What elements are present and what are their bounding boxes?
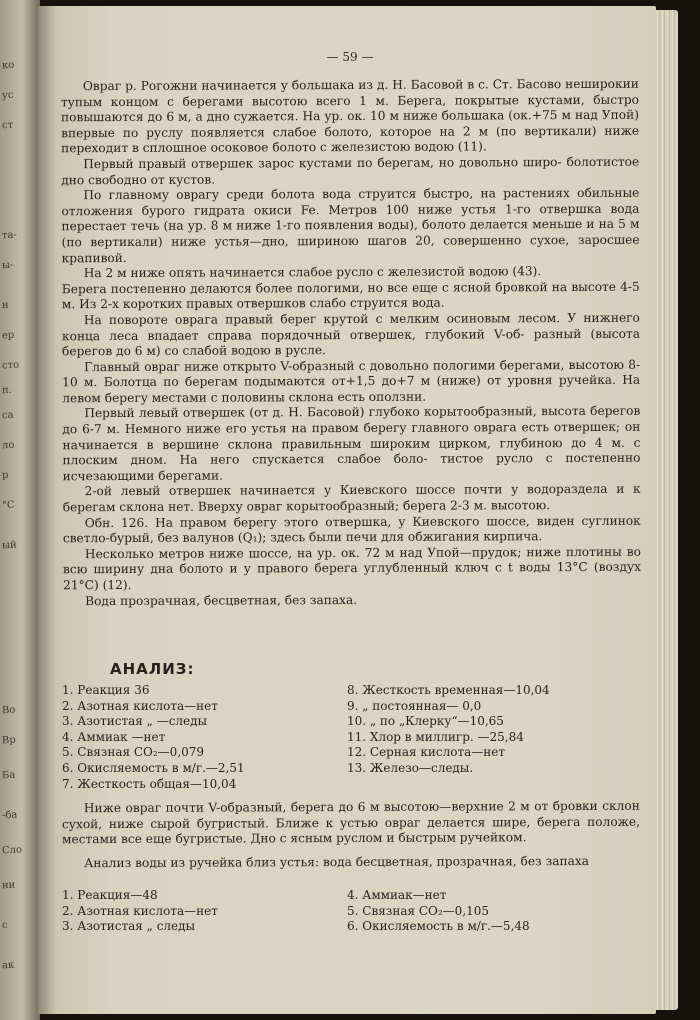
body-text-bottom	[62, 799, 640, 872]
left-page-fragment: ый	[1, 539, 17, 552]
paragraph: Главный овраг ниже открыто V-образный с довольно пологими берегами, высотою 8-10 м. Болотца по берегам подымаются от+1,5 до+7 м (ниже) от уровня ручейка. На левом берегу местами с половины склона есть оползни.	[62, 357, 641, 406]
left-page-fragment: н	[1, 299, 9, 312]
paragraph: Овраг р. Рогожни начинается у большака из д. Н. Басовой в с. Ст. Басово неширокии тупым концом с берегами высотою всего 1 м. Берега, покрытые кустами, быстро повышаются до 6 м, а дно сужается. На ур. ок. 10 м ниже большака (ок.+75 м над Упой) впервые по руслу появляется слабое болото, которое на 2 м (по вертикали) ниже переходит в сплошное осоковое болото с железистою водою (11).	[60, 76, 640, 156]
analysis-column-right	[347, 683, 622, 792]
left-page-fragment: ко	[1, 59, 15, 72]
analysis-item: 1. Реакция 36	[62, 683, 150, 697]
paragraph: По главному оврагу среди болота вода струится быстро, на растениях обильные отложения бурого гидрата окиси Fe. Метров 100 ниже устья 1-го отвершка вода перестает течь (на ур. 8 м ниже 1-го появления воды), болото делается меньше и на 5 м (по вертикали) ниже устья—дно, шириною шагов 20, совершенно сухое, заросшее крапивой.	[61, 185, 640, 265]
analysis-column-left	[62, 683, 337, 792]
left-page-fragment: ст	[1, 119, 14, 132]
analysis-heading: АНАЛИЗ:	[110, 660, 195, 678]
analysis-item: 4. Аммиак—нет	[347, 888, 447, 902]
analysis2-column-left	[62, 888, 337, 935]
analysis-item: 3. Азотистая „ следы	[62, 919, 196, 934]
left-page-fragment: Ба	[1, 769, 16, 782]
left-page-fragment: -ба	[1, 809, 18, 822]
left-page-fragment: ло	[1, 439, 15, 452]
left-page-fragment: ы-	[1, 259, 14, 272]
analysis-item: 7. Жесткость общая—10,04	[62, 776, 237, 791]
analysis-item: 1. Реакция—48	[62, 888, 158, 902]
paragraph: Первый правый отвершек зарос кустами по берегам, но довольно широ- болотистое дно свободно от кустов.	[61, 154, 640, 187]
analysis-item: 11. Хлор в миллигр. —25,84	[347, 729, 524, 744]
analysis-item: 4. Аммиак —нет	[62, 729, 166, 744]
paragraph: На повороте оврага правый берег крутой с мелким осиновым лесом. У нижнего конца леса впадает справа порядочный отвершек, глубокий V-об- разный (высота берегов до 6 м) со слабой водою в русле.	[61, 310, 640, 359]
analysis-item: 6. Окисляемость в м/г.—5,48	[347, 919, 530, 934]
left-page-fragment: Вр	[1, 734, 17, 747]
left-page-fragment: Сло	[1, 844, 23, 857]
left-page-fragment: сто	[1, 359, 20, 372]
analysis-item: 8. Жесткость временная—10,04	[347, 683, 550, 697]
left-page-edge	[0, 0, 40, 1020]
analysis-item: 2. Азотная кислота—нет	[62, 698, 218, 713]
left-page-fragment: са	[1, 409, 14, 422]
analysis-table	[62, 683, 622, 792]
analysis-table-2	[62, 888, 622, 935]
analysis-item: 3. Азотистая „ —следы	[62, 714, 208, 729]
left-page-fragment: ус	[1, 89, 14, 102]
left-page-fragment: с	[1, 919, 8, 932]
left-page-fragment: та-	[1, 229, 18, 242]
analysis-item: 12. Серная кислота—нет	[347, 745, 505, 760]
left-page-fragment: ак	[1, 959, 15, 972]
body-text-top	[61, 77, 641, 610]
analysis-item: 9. „ постоянная— 0,0	[347, 698, 482, 713]
paragraph: Первый левый отвершек (от д. Н. Басовой) глубоко корытообразный, высота берегов до 6-7 м. Немного ниже его устья на правом берегу главного оврага есть отвершек; он начинается в вершине склона правильным широким цирком, глубиною до 4 м. с плоским дном. На него спускается слабое боло- тистое русло с постепенно исчезающими берегами.	[62, 404, 641, 484]
left-page-fragment: Во	[1, 704, 16, 717]
left-page-fragment: ни	[1, 879, 16, 892]
left-page-fragment: °C	[1, 499, 15, 512]
page-number: — 59 —	[326, 50, 374, 64]
analysis-item: 5. Связная CO₂—0,105	[347, 903, 490, 918]
paragraph: Обн. 126. На правом берегу этого отвершка, у Киевского шоссе, виден суглинок светло-бурый, без валунов (Q₁); здесь были печи для обжигания кирпича.	[62, 513, 641, 546]
left-page-fragment: р	[1, 469, 9, 482]
analysis-item: 13. Железо—следы.	[347, 760, 474, 775]
paragraph: 2-ой левый отвершек начинается у Киевского шоссе почти у водораздела и к берегам склона нет. Вверху овраг корытообразный; берега 2-3 м. высотою.	[62, 482, 641, 515]
left-page-fragment: п.	[1, 384, 13, 397]
analysis-item: 6. Окисляемость в м/г.—2,51	[62, 760, 245, 775]
paragraph: Берега постепенно делаются более пологими, но все еще с ясной бровкой на высоте 4-5 м. Из 2-х коротких правых отвершков слабо струится вода.	[61, 279, 640, 312]
page-stack-edges	[656, 10, 678, 1010]
analysis2-column-right	[347, 888, 622, 935]
left-page-fragment: ер	[1, 329, 15, 342]
analysis-item: 2. Азотная кислота—нет	[62, 903, 218, 918]
paragraph: Анализ воды из ручейка близ устья: вода бесцветная, прозрачная, без запаха	[84, 853, 590, 870]
paragraph: Ниже овраг почти V-образный, берега до 6 м высотою—верхние 2 м от бровки склон сухой, ниже сырой бугристый. Ближе к устью овраг делается шире, берега положе, местами все еще бугристые. Дно с ясным руслом и быстрым ручейком.	[61, 798, 640, 847]
analysis-item: 5. Связная CO₂—0,079	[62, 745, 205, 760]
analysis-item: 10. „ по „Клерку“—10,65	[347, 714, 504, 729]
paragraph: Несколько метров ниже шоссе, на ур. ок. 72 м над Упой—прудок; ниже плотины во всю ширину дна болото и у правого берега углубленный ключ с t воды 13°C (воздух 21°C) (12).	[62, 544, 642, 593]
paragraph: Вода прозрачная, бесцветная, без запаха.	[85, 592, 358, 608]
paragraph: На 2 м ниже опять начинается слабое русло с железистой водою (43).	[83, 264, 542, 281]
